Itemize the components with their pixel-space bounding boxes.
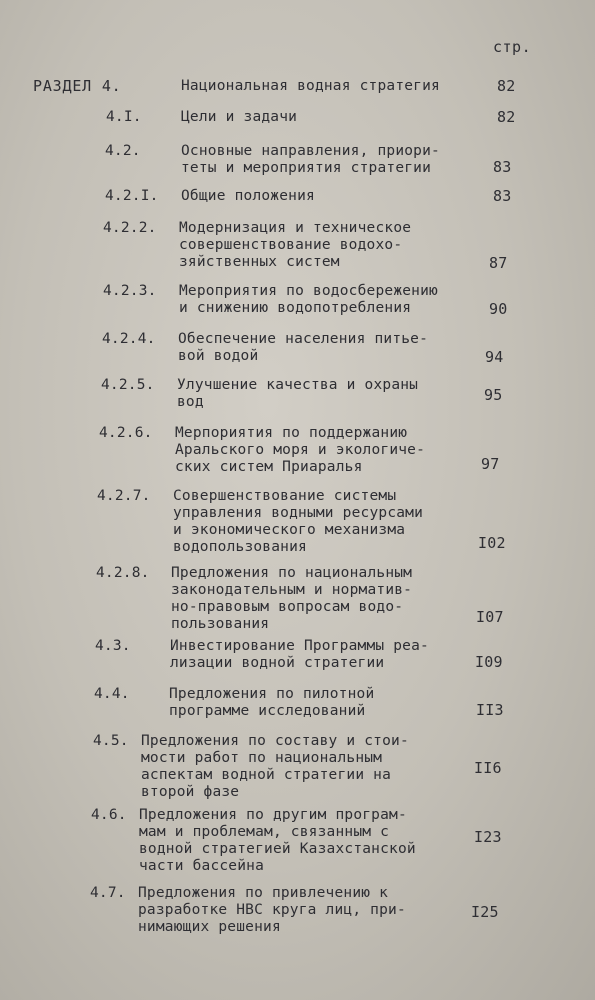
entry-number: 4.2.8.: [96, 565, 150, 581]
entry-page: 94: [485, 348, 504, 366]
entry-page: II6: [474, 759, 502, 777]
entry-page: I07: [476, 608, 504, 626]
entry-page: 97: [481, 455, 500, 473]
entry-title: Предложения по другим програм- мам и проблемам, связанным с водной стратегией Казахстанской части бассейна: [139, 807, 416, 874]
entry-number: РАЗДЕЛ 4.: [33, 77, 122, 95]
toc-entry-4-5: [0, 733, 595, 800]
entry-title: Совершенствование системы управления водными ресурсами и экономического механизма водопользования: [173, 488, 424, 555]
entry-title: Национальная водная стратегия: [181, 78, 440, 94]
toc-entry-4-2-8: [0, 565, 595, 632]
entry-page: 83: [493, 158, 512, 176]
entry-page: II3: [476, 701, 504, 719]
toc-entry-4-7: [0, 885, 595, 935]
toc-entry-4-2-4: [0, 331, 595, 366]
entry-number: 4.2.3.: [103, 283, 157, 299]
entry-page: 83: [493, 187, 512, 205]
entry-page: I02: [478, 534, 506, 552]
entry-page: I25: [471, 903, 499, 921]
entry-title: Основные направления, приори- теты и мероприятия стратегии: [181, 143, 440, 176]
entry-title: Предложения по привлечению к разработке НВС круга лиц, при- нимающих решения: [138, 885, 406, 935]
entry-title: Мероприятия по водосбережению и снижению водопотребления: [179, 283, 438, 316]
entry-title: Улучшение качества и охраны вод: [177, 377, 419, 410]
entry-number: 4.2.7.: [97, 488, 151, 504]
entry-page: 82: [497, 77, 516, 95]
entry-number: 4.2.I.: [105, 188, 159, 204]
entry-page: I09: [475, 653, 503, 671]
entry-page: 95: [484, 386, 503, 404]
entry-page: 90: [489, 300, 508, 318]
entry-number: 4.2.: [105, 143, 141, 159]
toc-entry-4-2-1: [0, 187, 595, 205]
entry-title: Мерпориятия по поддержанию Аральского моря и экологиче- ских систем Приаралья: [175, 425, 426, 475]
entry-title: Предложения по пилотной программе исследований: [169, 686, 375, 719]
entry-number: 4.5.: [93, 733, 129, 749]
toc-entry-4-2: [0, 143, 595, 176]
entry-title: Обеспечение населения питье- вой водой: [178, 331, 429, 364]
toc-entry-4-2-3: [0, 283, 595, 318]
toc-entry-4-2-2: [0, 220, 595, 272]
entry-page: 82: [497, 108, 516, 126]
entry-number: 4.2.6.: [99, 425, 153, 441]
toc-entry-4-6: [0, 807, 595, 874]
page-column-label: стр.: [493, 38, 532, 56]
toc-entry-section-4: [0, 77, 595, 95]
entry-page: 87: [489, 254, 508, 272]
entry-number: 4.6.: [91, 807, 127, 823]
toc-entry-4-4: [0, 686, 595, 719]
entry-number: 4.2.5.: [101, 377, 155, 393]
entry-title: Предложения по составу и стои- мости работ по национальным аспектам водной стратегии на второй фазе: [141, 733, 409, 800]
entry-title: Модернизация и техническое совершенствование водохо- зяйственных систем: [179, 220, 412, 270]
entry-title: Цели и задачи: [181, 109, 298, 125]
entry-number: 4.3.: [95, 638, 131, 654]
entry-number: 4.4.: [94, 686, 130, 702]
toc-entry-4-2-5: [0, 377, 595, 410]
entry-title: Предложения по национальным законодательным и норматив- но-правовым вопросам водо- пользования: [171, 565, 413, 632]
entry-number: 4.2.2.: [103, 220, 157, 236]
entry-number: 4.I.: [106, 109, 142, 125]
entry-title: Инвестирование Программы реа- лизации водной стратегии: [170, 638, 429, 671]
toc-entry-4-2-7: [0, 488, 595, 555]
entry-page: I23: [474, 828, 502, 846]
toc-entry-4-3: [0, 638, 595, 671]
entry-number: 4.2.4.: [102, 331, 156, 347]
toc-entry-4-2-6: [0, 425, 595, 475]
toc-entry-4-1: [0, 108, 595, 126]
entry-number: 4.7.: [90, 885, 126, 901]
entry-title: Общие положения: [181, 188, 315, 204]
